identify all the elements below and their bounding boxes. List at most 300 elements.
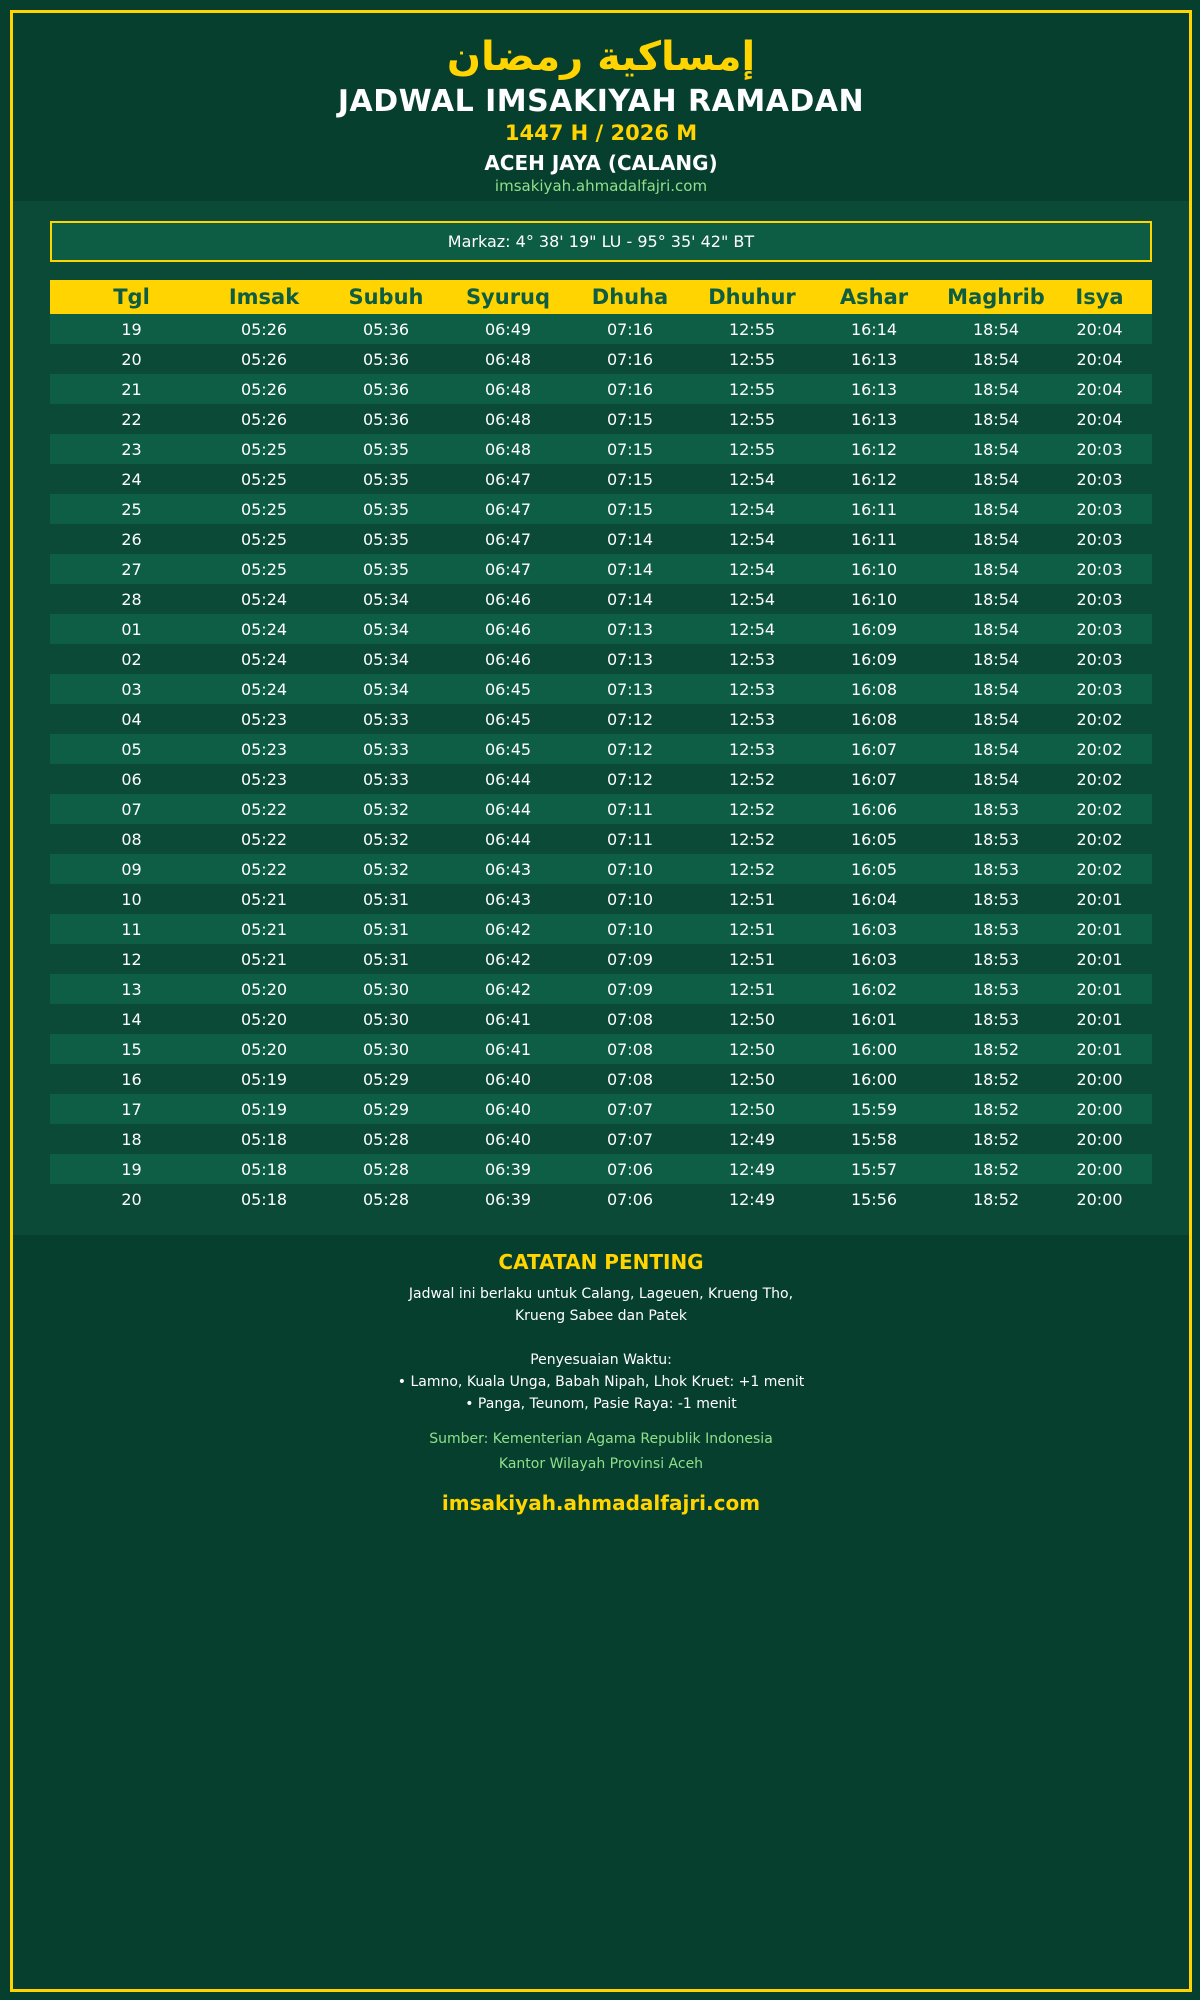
table-row [50, 554, 1152, 584]
table-cell: 06:45 [484, 679, 532, 699]
table-cell: 07:12 [606, 709, 654, 729]
table-cell: 12:53 [728, 739, 776, 759]
table-cell: 06:48 [484, 379, 532, 399]
table-cell: 12:52 [728, 829, 776, 849]
table-cell: 05:35 [362, 439, 410, 459]
table-cell: 05:25 [240, 559, 288, 579]
table-cell: 16:05 [850, 859, 898, 879]
table-cell: 05:26 [240, 349, 288, 369]
table-cell: 05:33 [362, 769, 410, 789]
table-cell: 12:49 [728, 1189, 776, 1209]
table-cell: 06:47 [484, 559, 532, 579]
table-row [50, 974, 1152, 1004]
table-row [50, 824, 1152, 854]
table-cell: 02 [121, 649, 142, 669]
table-header [50, 280, 1152, 314]
table-cell: 20:00 [1076, 1099, 1123, 1119]
column-header-dhuha: Dhuha [591, 285, 669, 309]
table-row [50, 1184, 1152, 1214]
table-cell: 05:24 [240, 589, 288, 609]
table-cell: 09 [121, 859, 142, 879]
table-cell: 07:10 [606, 859, 654, 879]
schedule-table [50, 280, 1152, 1214]
source-ministry: Sumber: Kementerian Agama Republik Indonesia [429, 1431, 773, 1447]
table-row [50, 794, 1152, 824]
table-cell: 05:18 [240, 1189, 288, 1209]
table-cell: 17 [121, 1099, 142, 1119]
table-cell: 05:18 [240, 1159, 288, 1179]
table-cell: 05:35 [362, 499, 410, 519]
table-cell: 07:08 [606, 1009, 654, 1029]
table-cell: 16:03 [850, 919, 898, 939]
table-cell: 18:54 [972, 379, 1020, 399]
table-cell: 06:44 [484, 769, 532, 789]
table-row [50, 1124, 1152, 1154]
table-cell: 20:01 [1076, 919, 1123, 939]
table-cell: 12 [121, 949, 142, 969]
table-cell: 20:04 [1076, 319, 1123, 339]
table-row [50, 404, 1152, 434]
table-cell: 16:13 [850, 349, 898, 369]
table-cell: 21 [121, 379, 142, 399]
table-cell: 18:53 [972, 859, 1020, 879]
table-cell: 25 [121, 499, 142, 519]
table-cell: 05:31 [362, 889, 410, 909]
table-row [50, 734, 1152, 764]
table-row [50, 1004, 1152, 1034]
table-cell: 16:01 [850, 1009, 898, 1029]
table-cell: 16:14 [850, 319, 898, 339]
table-cell: 13 [121, 979, 142, 999]
table-cell: 20:02 [1076, 829, 1123, 849]
table-cell: 20:04 [1076, 379, 1123, 399]
table-cell: 05 [121, 739, 142, 759]
table-cell: 20:02 [1076, 799, 1123, 819]
table-cell: 07:10 [606, 919, 654, 939]
table-cell: 05:32 [362, 859, 410, 879]
table-cell: 04 [121, 709, 142, 729]
table-cell: 16:05 [850, 829, 898, 849]
table-cell: 06:40 [484, 1129, 532, 1149]
table-cell: 05:25 [240, 439, 288, 459]
table-cell: 12:55 [728, 349, 776, 369]
table-cell: 18:53 [972, 949, 1020, 969]
table-cell: 05:18 [240, 1129, 288, 1149]
table-cell: 07:08 [606, 1069, 654, 1089]
table-cell: 24 [121, 469, 142, 489]
table-cell: 07:09 [606, 979, 654, 999]
table-cell: 05:36 [362, 409, 410, 429]
table-cell: 20 [121, 1189, 142, 1209]
table-cell: 18:52 [972, 1069, 1020, 1089]
table-cell: 18:54 [972, 739, 1020, 759]
table-cell: 05:34 [362, 589, 410, 609]
table-cell: 12:51 [728, 979, 776, 999]
table-cell: 26 [121, 529, 142, 549]
table-cell: 07:15 [606, 439, 654, 459]
table-cell: 12:52 [728, 859, 776, 879]
table-cell: 18:54 [972, 649, 1020, 669]
table-row [50, 674, 1152, 704]
column-header-imsak: Imsak [228, 285, 300, 309]
table-cell: 06:40 [484, 1099, 532, 1119]
table-cell: 20:00 [1076, 1129, 1123, 1149]
table-row [50, 854, 1152, 884]
table-cell: 06:43 [484, 859, 532, 879]
table-cell: 06:45 [484, 709, 532, 729]
table-cell: 06:42 [484, 919, 532, 939]
table-cell: 20:01 [1076, 979, 1123, 999]
table-cell: 18:54 [972, 469, 1020, 489]
table-cell: 05:30 [362, 1009, 410, 1029]
table-row [50, 764, 1152, 794]
table-cell: 16:03 [850, 949, 898, 969]
table-cell: 18:54 [972, 559, 1020, 579]
table-cell: 06:48 [484, 409, 532, 429]
table-cell: 05:30 [362, 1039, 410, 1059]
table-cell: 05:35 [362, 529, 410, 549]
table-row [50, 944, 1152, 974]
table-cell: 07:11 [606, 799, 654, 819]
table-cell: 12:49 [728, 1129, 776, 1149]
table-cell: 07:10 [606, 889, 654, 909]
table-cell: 05:20 [240, 1039, 288, 1059]
table-cell: 12:53 [728, 709, 776, 729]
table-cell: 07:15 [606, 409, 654, 429]
table-cell: 27 [121, 559, 142, 579]
table-row [50, 524, 1152, 554]
table-cell: 16:07 [850, 739, 898, 759]
column-header-isya: Isya [1075, 285, 1124, 309]
table-cell: 12:53 [728, 649, 776, 669]
table-cell: 19 [121, 1159, 142, 1179]
notes-title: CATATAN PENTING [498, 1250, 704, 1274]
table-cell: 18:52 [972, 1039, 1020, 1059]
table-cell: 16 [121, 1069, 142, 1089]
table-cell: 12:52 [728, 799, 776, 819]
table-cell: 05:34 [362, 649, 410, 669]
table-cell: 07:14 [606, 589, 654, 609]
table-cell: 20:02 [1076, 739, 1123, 759]
table-cell: 12:52 [728, 769, 776, 789]
column-header-ashar: Ashar [839, 285, 909, 309]
table-cell: 06:46 [484, 589, 532, 609]
table-cell: 07:14 [606, 559, 654, 579]
table-cell: 05:29 [362, 1099, 410, 1119]
table-cell: 16:12 [850, 439, 898, 459]
table-cell: 06 [121, 769, 142, 789]
table-cell: 28 [121, 589, 142, 609]
column-header-maghrib: Maghrib [947, 285, 1045, 309]
table-cell: 07:16 [606, 319, 654, 339]
table-cell: 18:54 [972, 319, 1020, 339]
table-cell: 05:28 [362, 1129, 410, 1149]
table-cell: 05:30 [362, 979, 410, 999]
column-header-dhuhur: Dhuhur [708, 285, 796, 309]
table-row [50, 584, 1152, 614]
table-cell: 06:46 [484, 649, 532, 669]
table-cell: 06:44 [484, 829, 532, 849]
table-cell: 05:28 [362, 1189, 410, 1209]
table-cell: 12:54 [728, 529, 776, 549]
table-cell: 16:02 [850, 979, 898, 999]
table-cell: 05:23 [240, 739, 288, 759]
table-cell: 06:47 [484, 499, 532, 519]
table-cell: 05:21 [240, 949, 288, 969]
table-cell: 16:09 [850, 649, 898, 669]
table-cell: 12:54 [728, 469, 776, 489]
table-cell: 16:00 [850, 1039, 898, 1059]
table-cell: 07:13 [606, 619, 654, 639]
table-cell: 16:09 [850, 619, 898, 639]
table-cell: 05:26 [240, 409, 288, 429]
table-row [50, 1034, 1152, 1064]
table-cell: 05:29 [362, 1069, 410, 1089]
table-cell: 18:53 [972, 799, 1020, 819]
table-cell: 12:54 [728, 559, 776, 579]
table-cell: 18:54 [972, 439, 1020, 459]
table-cell: 07:06 [606, 1159, 654, 1179]
table-cell: 06:48 [484, 439, 532, 459]
table-cell: 05:31 [362, 919, 410, 939]
table-row [50, 1094, 1152, 1124]
website-footer-link[interactable]: imsakiyah.ahmadalfajri.com [441, 1491, 761, 1515]
table-cell: 12:50 [728, 1099, 776, 1119]
table-cell: 20:00 [1076, 1159, 1123, 1179]
table-row [50, 1154, 1152, 1184]
table-cell: 05:21 [240, 919, 288, 939]
table-cell: 20:01 [1076, 1009, 1123, 1029]
table-row [50, 614, 1152, 644]
adjustment-title: Penyesuaian Waktu: [530, 1352, 672, 1368]
table-cell: 12:51 [728, 889, 776, 909]
table-cell: 16:10 [850, 589, 898, 609]
table-cell: 12:55 [728, 439, 776, 459]
table-cell: 12:51 [728, 919, 776, 939]
table-cell: 12:50 [728, 1009, 776, 1029]
table-cell: 16:13 [850, 379, 898, 399]
table-row [50, 464, 1152, 494]
region-label: ACEH JAYA (CALANG) [484, 151, 718, 175]
table-cell: 16:08 [850, 709, 898, 729]
table-cell: 05:25 [240, 529, 288, 549]
table-cell: 05:22 [240, 799, 288, 819]
table-row [50, 374, 1152, 404]
table-cell: 18:53 [972, 829, 1020, 849]
table-cell: 16:13 [850, 409, 898, 429]
table-cell: 18:52 [972, 1189, 1020, 1209]
table-cell: 12:49 [728, 1159, 776, 1179]
table-cell: 05:36 [362, 349, 410, 369]
table-cell: 05:26 [240, 379, 288, 399]
table-cell: 12:50 [728, 1069, 776, 1089]
year-label: 1447 H / 2026 M [504, 121, 698, 145]
table-cell: 08 [121, 829, 142, 849]
table-cell: 07:13 [606, 679, 654, 699]
table-cell: 20:02 [1076, 769, 1123, 789]
table-cell: 05:33 [362, 739, 410, 759]
table-row [50, 344, 1152, 374]
table-cell: 06:41 [484, 1009, 532, 1029]
table-cell: 05:32 [362, 799, 410, 819]
schedule-panel [13, 201, 1189, 1235]
note-line-1: Jadwal ini berlaku untuk Calang, Lageuen, Krueng Tho, [408, 1286, 794, 1302]
table-cell: 03 [121, 679, 142, 699]
table-cell: 18:54 [972, 769, 1020, 789]
table-cell: 06:47 [484, 469, 532, 489]
table-cell: 06:39 [484, 1159, 532, 1179]
table-cell: 12:55 [728, 319, 776, 339]
table-cell: 18:54 [972, 619, 1020, 639]
table-row [50, 704, 1152, 734]
table-cell: 18:54 [972, 709, 1020, 729]
table-cell: 12:50 [728, 1039, 776, 1059]
table-cell: 12:54 [728, 619, 776, 639]
table-cell: 12:51 [728, 949, 776, 969]
table-cell: 18:54 [972, 589, 1020, 609]
table-cell: 20:03 [1076, 619, 1123, 639]
table-cell: 22 [121, 409, 142, 429]
table-cell: 05:20 [240, 1009, 288, 1029]
table-cell: 06:44 [484, 799, 532, 819]
table-cell: 20:03 [1076, 499, 1123, 519]
table-cell: 18:52 [972, 1099, 1020, 1119]
table-cell: 20:00 [1076, 1069, 1123, 1089]
table-cell: 18:54 [972, 349, 1020, 369]
table-cell: 19 [121, 319, 142, 339]
table-cell: 05:31 [362, 949, 410, 969]
table-cell: 20:03 [1076, 529, 1123, 549]
website-link[interactable]: imsakiyah.ahmadalfajri.com [494, 177, 708, 195]
table-row [50, 884, 1152, 914]
table-cell: 06:43 [484, 889, 532, 909]
table-cell: 15:56 [850, 1189, 898, 1209]
table-cell: 20:03 [1076, 589, 1123, 609]
column-header-tgl: Tgl [113, 285, 150, 309]
table-cell: 07:16 [606, 379, 654, 399]
adjustment-minus: • Panga, Teunom, Pasie Raya: -1 menit [465, 1396, 737, 1412]
table-cell: 05:25 [240, 469, 288, 489]
table-cell: 15:58 [850, 1129, 898, 1149]
table-cell: 15:57 [850, 1159, 898, 1179]
table-cell: 20:03 [1076, 679, 1123, 699]
table-cell: 01 [121, 619, 142, 639]
adjustment-plus: • Lamno, Kuala Unga, Babah Nipah, Lhok Kruet: +1 menit [397, 1374, 805, 1390]
table-cell: 07 [121, 799, 142, 819]
table-cell: 05:24 [240, 649, 288, 669]
table-cell: 14 [121, 1009, 142, 1029]
table-row [50, 434, 1152, 464]
table-cell: 05:34 [362, 679, 410, 699]
table-cell: 18:54 [972, 679, 1020, 699]
table-cell: 16:06 [850, 799, 898, 819]
table-cell: 05:36 [362, 319, 410, 339]
table-cell: 07:12 [606, 769, 654, 789]
table-cell: 16:07 [850, 769, 898, 789]
table-cell: 15:59 [850, 1099, 898, 1119]
table-cell: 11 [121, 919, 142, 939]
table-cell: 16:08 [850, 679, 898, 699]
table-cell: 16:04 [850, 889, 898, 909]
header [13, 13, 1189, 201]
table-cell: 18:52 [972, 1129, 1020, 1149]
table-cell: 05:19 [240, 1099, 288, 1119]
table-cell: 07:11 [606, 829, 654, 849]
table-cell: 07:15 [606, 499, 654, 519]
column-header-syuruq: Syuruq [465, 285, 551, 309]
table-cell: 16:11 [850, 529, 898, 549]
table-cell: 05:34 [362, 619, 410, 639]
table-cell: 06:40 [484, 1069, 532, 1089]
table-cell: 05:21 [240, 889, 288, 909]
table-cell: 20:02 [1076, 709, 1123, 729]
table-cell: 18:54 [972, 529, 1020, 549]
markaz-box: Markaz: 4° 38' 19" LU - 95° 35' 42" BT [50, 221, 1152, 262]
table-cell: 20:03 [1076, 469, 1123, 489]
table-cell: 06:45 [484, 739, 532, 759]
source-office: Kantor Wilayah Provinsi Aceh [498, 1456, 704, 1472]
table-cell: 06:42 [484, 949, 532, 969]
table-cell: 20:01 [1076, 889, 1123, 909]
page-title: JADWAL IMSAKIYAH RAMADAN [337, 84, 865, 119]
table-cell: 05:33 [362, 709, 410, 729]
table-cell: 06:47 [484, 529, 532, 549]
table-body [50, 314, 1152, 1214]
table-row [50, 914, 1152, 944]
table-cell: 16:10 [850, 559, 898, 579]
table-cell: 15 [121, 1039, 142, 1059]
table-cell: 07:14 [606, 529, 654, 549]
table-cell: 05:19 [240, 1069, 288, 1089]
table-cell: 20:04 [1076, 349, 1123, 369]
table-cell: 18 [121, 1129, 142, 1149]
table-cell: 20:01 [1076, 1039, 1123, 1059]
table-cell: 05:24 [240, 619, 288, 639]
table-cell: 20:04 [1076, 409, 1123, 429]
table-cell: 12:55 [728, 379, 776, 399]
table-cell: 05:22 [240, 859, 288, 879]
table-cell: 07:08 [606, 1039, 654, 1059]
table-cell: 12:54 [728, 499, 776, 519]
table-cell: 05:25 [240, 499, 288, 519]
table-cell: 07:15 [606, 469, 654, 489]
table-row [50, 494, 1152, 524]
table-cell: 06:48 [484, 349, 532, 369]
table-cell: 07:16 [606, 349, 654, 369]
table-cell: 18:53 [972, 1009, 1020, 1029]
table-cell: 07:07 [606, 1099, 654, 1119]
table-cell: 06:49 [484, 319, 532, 339]
table-cell: 05:23 [240, 709, 288, 729]
table-cell: 07:13 [606, 649, 654, 669]
table-cell: 05:32 [362, 829, 410, 849]
table-cell: 20:03 [1076, 649, 1123, 669]
column-header-subuh: Subuh [348, 285, 424, 309]
table-cell: 05:22 [240, 829, 288, 849]
table-cell: 07:09 [606, 949, 654, 969]
table-cell: 05:36 [362, 379, 410, 399]
table-cell: 12:53 [728, 679, 776, 699]
table-cell: 20:03 [1076, 439, 1123, 459]
table-cell: 05:24 [240, 679, 288, 699]
footer-notes [13, 1235, 1189, 1515]
table-cell: 20:01 [1076, 949, 1123, 969]
table-cell: 06:41 [484, 1039, 532, 1059]
table-cell: 06:39 [484, 1189, 532, 1209]
table-cell: 05:20 [240, 979, 288, 999]
table-cell: 05:35 [362, 559, 410, 579]
table-cell: 18:54 [972, 409, 1020, 429]
